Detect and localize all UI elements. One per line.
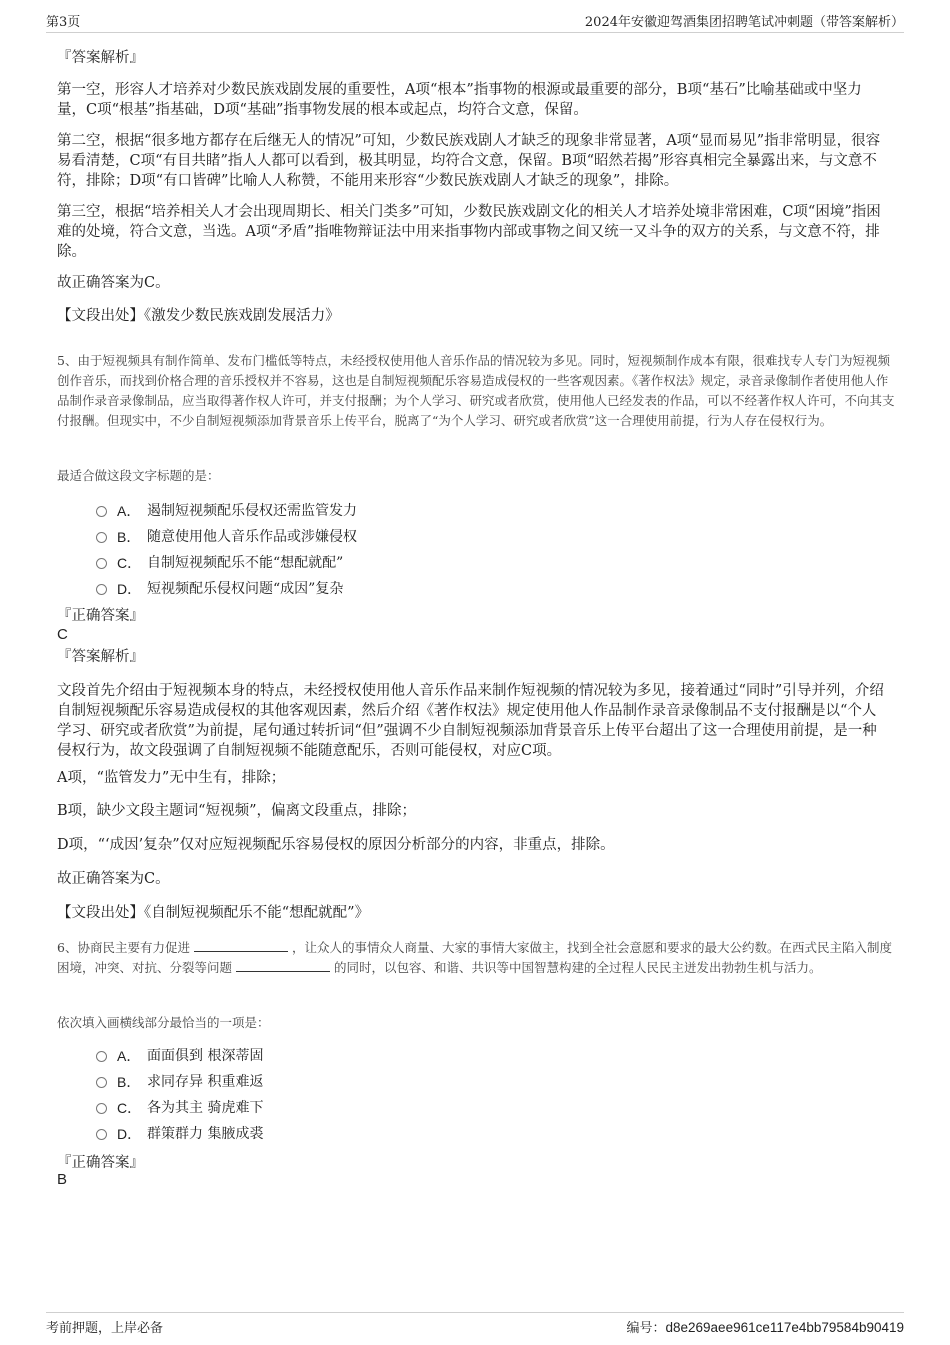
radio-button-icon[interactable]	[96, 1129, 107, 1140]
document-code	[626, 1317, 904, 1336]
option-label: C．	[117, 1100, 142, 1116]
analysis-label: 『答案解析』	[57, 649, 144, 665]
option-text: 面面俱到 根深蒂固	[147, 1048, 264, 1064]
question-5-option-d[interactable]	[96, 579, 343, 599]
analysis-conclusion: 故正确答案为C。	[57, 275, 170, 291]
analysis-conclusion: 故正确答案为C。	[57, 871, 170, 887]
question-6-prompt: 依次填入画横线部分最恰当的一项是：	[57, 1015, 270, 1030]
radio-button-icon[interactable]	[96, 584, 107, 595]
option-label: A．	[117, 1048, 141, 1064]
option-label: D．	[117, 581, 142, 597]
document-title: 2024年安徽迎驾酒集团招聘笔试冲刺题（带答案解析）	[584, 15, 904, 30]
option-text: 短视频配乐侵权问题“成因”复杂	[147, 581, 344, 597]
question-5-prompt: 最适合做这段文字标题的是：	[57, 468, 220, 483]
question-5-option-a[interactable]	[96, 501, 357, 521]
radio-button-icon[interactable]	[96, 506, 107, 517]
stem-part: ，让众人的事情众人商量、大家的事情大家做主，找到全社会意愿和要求的最大公约数。在西式民主陷入制度困境，冲突、对抗、分裂等问题	[57, 940, 892, 975]
option-label: A．	[117, 503, 141, 519]
option-d-note: D项，“‘成因’复杂”仅对应短视频配乐容易侵权的原因分析部分的内容，非重点，排除。	[57, 837, 615, 853]
question-5-stem: 5、由于短视频具有制作简单、发布门槛低等特点，未经授权使用他人音乐作品的情况较为多见。同时，短视频制作成本有限，很难找专人专门为短视频创作音乐，而找到价格合理的音乐授权并不容易，这也是自制短视频配乐容易造成侵权的一些客观因素。《著作权法》规定，录音录像制作者使用他人作品制作录音录像制品，应当取得著作权人许可，并支付报酬；为个人学习、研究或者欣赏，使用他人已经发表的作品，可以不经著作权人许可，不向其支付报酬。但现实中，不少自制短视频添加背景音乐上传平台，脱离了“为个人学习、研究或者欣赏”这一合理使用前提，行为人存在侵权行为。	[57, 353, 895, 428]
page-number: 第3页	[46, 15, 81, 30]
question-6-option-b[interactable]	[96, 1072, 263, 1092]
option-text: 随意使用他人音乐作品或涉嫌侵权	[147, 529, 357, 545]
radio-button-icon[interactable]	[96, 1077, 107, 1088]
option-label: D．	[117, 1126, 142, 1142]
page-footer	[46, 1312, 904, 1343]
correct-answer-label: 『正确答案』	[57, 608, 144, 624]
option-b-note: B项，缺少文段主题词“短视频”，偏离文段重点，排除；	[57, 803, 416, 819]
option-text: 遏制短视频配乐侵权还需监管发力	[147, 503, 357, 519]
radio-button-icon[interactable]	[96, 532, 107, 543]
option-label: C．	[117, 555, 142, 571]
option-text: 求同存异 积重难返	[147, 1074, 264, 1090]
correct-answer-label: 『正确答案』	[57, 1155, 144, 1171]
code-label: 编号：	[626, 1321, 666, 1336]
analysis-paragraph-1: 第一空，形容人才培养对少数民族戏剧发展的重要性，A项“根本”指事物的根源或最重要的部分，B项“基石”比喻基础或中坚力量，C项“根基”指基础，D项“基础”指事物发展的根本或起点，均符合文意，保留。	[57, 82, 862, 118]
stem-part: 的同时，以包容、和谐、共识等中国智慧构建的全过程人民民主迸发出勃勃生机与活力。	[334, 960, 822, 975]
option-label: B．	[117, 1074, 141, 1090]
radio-button-icon[interactable]	[96, 1051, 107, 1062]
radio-button-icon[interactable]	[96, 558, 107, 569]
question-6-option-d[interactable]	[96, 1124, 263, 1144]
question-6-option-c[interactable]	[96, 1098, 263, 1118]
page-header	[46, 8, 904, 33]
question-6-stem	[57, 938, 899, 978]
question-5-analysis: 文段首先介绍由于短视频本身的特点，未经授权使用他人音乐作品来制作短视频的情况较为多见，接着通过“同时”引导并列，介绍自制短视频配乐容易造成侵权的其他客观因素，然后介绍《著作权法》规定使用他人作品制作录音录像制品不支付报酬是以“个人学习、研究或者欣赏”为前提，尾句通过转折词“但”强调不少自制短视频添加背景音乐上传平台超出了这一合理使用前提，是一种侵权行为，故文段强调了自制短视频不能随意配乐，否则可能侵权，对应C项。	[57, 683, 884, 759]
option-label: B．	[117, 529, 141, 545]
passage-source: 【文段出处】《激发少数民族戏剧发展活力》	[57, 308, 340, 324]
question-6-option-a[interactable]	[96, 1046, 263, 1066]
fill-blank-1	[194, 939, 288, 952]
code-value: d8e269aee961ce117e4bb79584b90419	[665, 1320, 904, 1335]
option-a-note: A项，“监管发力”无中生有，排除；	[57, 770, 286, 786]
option-text: 群策群力 集腋成裘	[147, 1126, 264, 1142]
correct-answer-value: B	[57, 1171, 68, 1188]
fill-blank-2	[236, 959, 330, 972]
analysis-paragraph-2: 第二空，根据“很多地方都存在后继无人的情况”可知，少数民族戏剧人才缺乏的现象非常显著，A项“显而易见”指非常明显，很容易看清楚，C项“有目共睹”指人人都可以看到，极其明显，均符合文意，保留。B项“昭然若揭”形容真相完全暴露出来，与文意不符，排除；D项“有口皆碑”比喻人人称赞，不能用来形容“少数民族戏剧人才缺乏的现象”，排除。	[57, 133, 881, 189]
analysis-paragraph-3: 第三空，根据“培养相关人才会出现周期长、相关门类多”可知，少数民族戏剧文化的相关人才培养处境非常困难，C项“困境”指困难的处境，符合文意，当选。A项“矛盾”指唯物辩证法中用来指事物内部或事物之间又统一又斗争的双方的关系，与文意不符，排除。	[57, 204, 881, 260]
stem-part: 6、协商民主要有力促进	[57, 940, 190, 955]
footer-slogan: 考前押题，上岸必备	[46, 1321, 164, 1336]
analysis-label: 『答案解析』	[57, 50, 144, 66]
question-5-option-c[interactable]	[96, 553, 343, 573]
radio-button-icon[interactable]	[96, 1103, 107, 1114]
option-text: 各为其主 骑虎难下	[147, 1100, 264, 1116]
correct-answer-value: C	[57, 626, 68, 643]
option-text: 自制短视频配乐不能“想配就配”	[147, 555, 344, 571]
question-5-option-b[interactable]	[96, 527, 357, 547]
passage-source: 【文段出处】《自制短视频配乐不能“想配就配”》	[57, 905, 370, 921]
